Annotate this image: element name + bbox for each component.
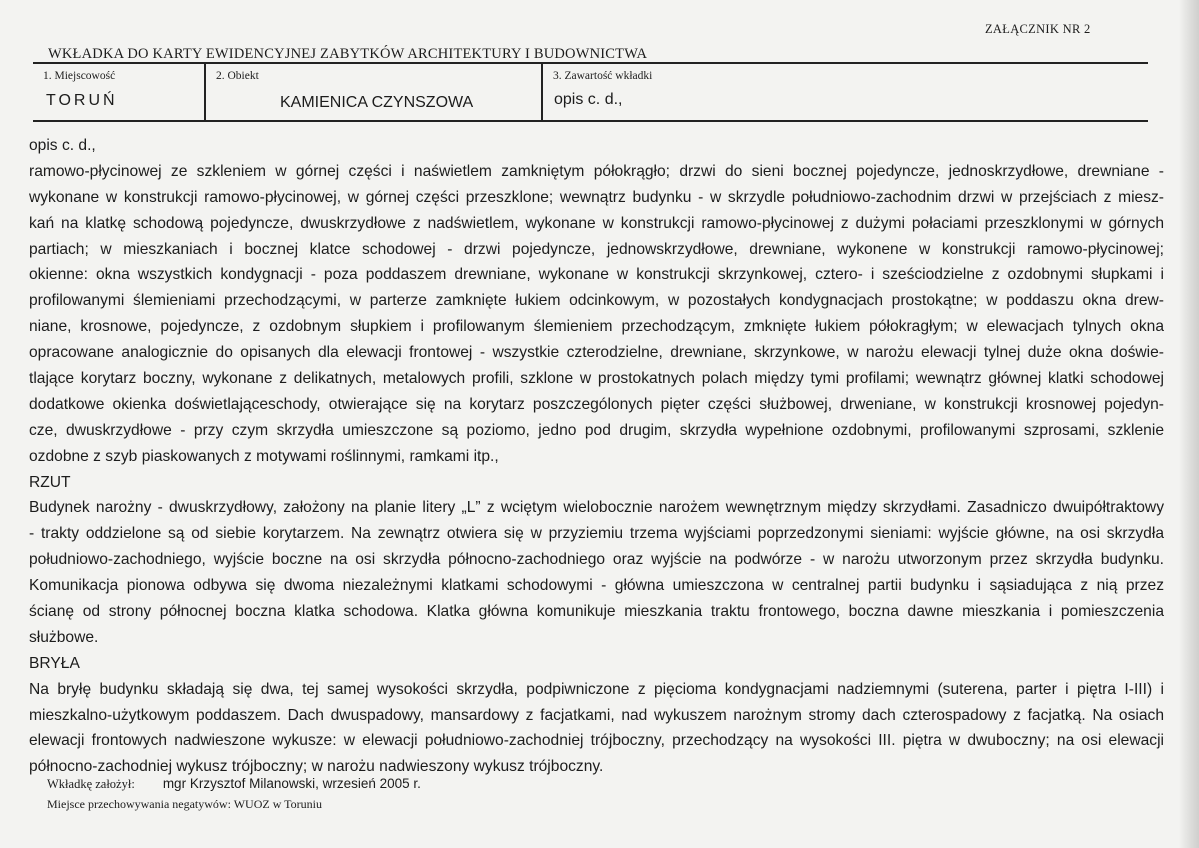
- body-line: okienne: okna wszystkich kondygnacji - poza poddaszem drewniane, wykonane w konstrukcji skrzynkowej, cztero- i sześciodzielne z ozdobnymi słupkami i: [29, 266, 1164, 284]
- annex-number: ZAŁĄCZNIK NR 2: [985, 22, 1091, 36]
- body-line: niane, krosnowe, pojedyncze, z ozdobnym słupkiem i profilowanym ślemieniem przechodzącym, zmknięte łukiem półokragłym; w elewacjach tylnych okna: [29, 318, 1164, 336]
- header-table: [33, 62, 1148, 122]
- locality-cell: [33, 64, 204, 120]
- body-line: opracowane analogicznie do opisanych dla elewacji frontowej - wszystkie czterodzielne, drewniane, skrzynkowe, w narożu elewacji tylnej duże okna doświe-: [29, 344, 1164, 362]
- body-line: tlające korytarz boczny, wykonane z delikatnych, metalowych profili, szklone w prostokatnych polach między tymi profilami; wewnątrz głównej klatki schodowej: [29, 370, 1164, 388]
- body-line: Budynek narożny - dwuskrzydłowy, założony na planie litery „L” z wciętym wielobocznie narożem wewnętrznym między skrzydłami. Zasadniczo dwuipółtraktowy: [29, 499, 1164, 517]
- founder-row: [47, 776, 421, 792]
- body-line: Na bryłę budynku składają się dwa, tej samej wysokości skrzydła, podpiwniczone z pięcioma kondygnacjami nadziemnymi (suterena, parter i piętra I-III) i: [29, 680, 1164, 698]
- body-line: kań na klatkę schodową pojedyncze, dwuskrzydłowe z nadświetlem, wykonane w konstrukcji ramowo-płycinowej z dużymi połaciami przeszklonymi w górnych: [29, 214, 1164, 232]
- founder-value: mgr Krzysztof Milanowski, wrzesień 2005 r.: [162, 776, 421, 791]
- intro-heading: opis c. d.,: [29, 137, 96, 154]
- description-body: [29, 133, 1164, 780]
- body-line: mieszkalno-użytkowym poddaszem. Dach dwuspadowy, mansardowy z facjatkami, nad wykuszem narożnym stromy dach czterospadowy z facjatką. Na osiach: [29, 706, 1164, 724]
- content-cell: [541, 64, 1148, 120]
- content-value: opis c. d.,: [554, 91, 623, 108]
- founder-label: Wkładkę założył:: [47, 777, 135, 791]
- locality-label: 1. Miejscowość: [43, 70, 116, 82]
- body-line: profilowanymi ślemieniami przechodzącymi, w parterze zamknięte łukiem odcinkowym, w pozostałych kondygnacjach prostokątne; w poddaszu okna drew-: [29, 292, 1164, 310]
- object-value: KAMIENICA CZYNSZOWA: [280, 94, 474, 111]
- body-line: ozdobne z szyb piaskowanych z motywami roślinnymi, ramkami itp.,: [29, 447, 499, 465]
- body-line: partiach; w mieszkaniach i bocznej klatce schodowej - drzwi pojedyncze, jednowskrzydłowe, drewniane, wykonene w konstrukcji ramowo-płycinowej;: [29, 240, 1164, 258]
- rzut-heading: RZUT: [29, 473, 71, 491]
- body-line: południowo-zachodniego, wyjście boczne na osi skrzydła północno-zachodniego oraz wyjście na podwórze - w narożu utworzonym przez skrzydła budynku.: [29, 551, 1164, 569]
- body-line: cze, dwuskrzydłowe - przy czym skrzydła umieszczone są poziomo, jedno pod drugim, skrzydła wypełnione ozdobnymi, profilowanymi szprosami, szklenie: [29, 421, 1164, 439]
- bryla-heading: BRYŁA: [29, 654, 80, 672]
- content-label: 3. Zawartość wkładki: [553, 70, 653, 82]
- body-line: ścianę od strony północnej boczna klatka schodowa. Klatka główna komunikuje mieszkania traktu frontowego, boczna dawne mieszkania i pomieszczenia: [29, 603, 1164, 621]
- locality-value: TORUŃ: [46, 92, 118, 109]
- body-line: służbowe.: [29, 628, 99, 646]
- body-line: Komunikacja pionowa odbywa się dwoma niezależnymi klatkami schodowymi - główna umieszczona w centralnej partii budynku i sąsiadująca z nią przez: [29, 577, 1164, 595]
- body-line: północno-zachodniej wykusz trójboczny; w narożu nadwieszony wykusz trójboczny.: [29, 758, 604, 776]
- body-line: elewacji frontowych nadwieszone wykusze: w elewacji południowo-zachodniej trójboczny, przechodzący na wysokości III. piętra w dwuboczny; na osi elewacji: [29, 732, 1164, 750]
- form-title: WKŁADKA DO KARTY EWIDENCYJNEJ ZABYTKÓW ARCHITEKTURY I BUDOWNICTWA: [48, 46, 648, 62]
- object-cell: [204, 64, 541, 120]
- body-line: dodatkowe okienka doświetlająceschody, otwierające się na korytarz poszczególonych pięter części służbowej, drweniane, w konstrukcji krosnowej pojedyn-: [29, 395, 1164, 413]
- object-label: 2. Obiekt: [216, 70, 259, 82]
- paper-edge-shadow: [1179, 0, 1199, 848]
- storage-note: Miejsce przechowywania negatywów: WUOZ w Toruniu: [47, 797, 322, 811]
- body-line: ramowo-płycinowej ze szkleniem w górnej części i naświetlem zamkniętym półokrągło; drzwi do sieni bocznej pojedyncze, jednoskrzydłowe, drewniane -: [29, 162, 1164, 180]
- body-line: wykonane w konstrukcji ramowo-płycinowej, w górnej części przeszklone; wewnątrz budynku - w skrzydle południowo-zachodnim drzwi w przejściach z miesz-: [29, 188, 1164, 206]
- body-line: - trakty oddzielone są od siebie korytarzem. Na zewnątrz otwiera się w przyziemiu trzema wyjściami poprzedzonymi sieniami: wyjście główne, na osi skrzydła: [29, 525, 1164, 543]
